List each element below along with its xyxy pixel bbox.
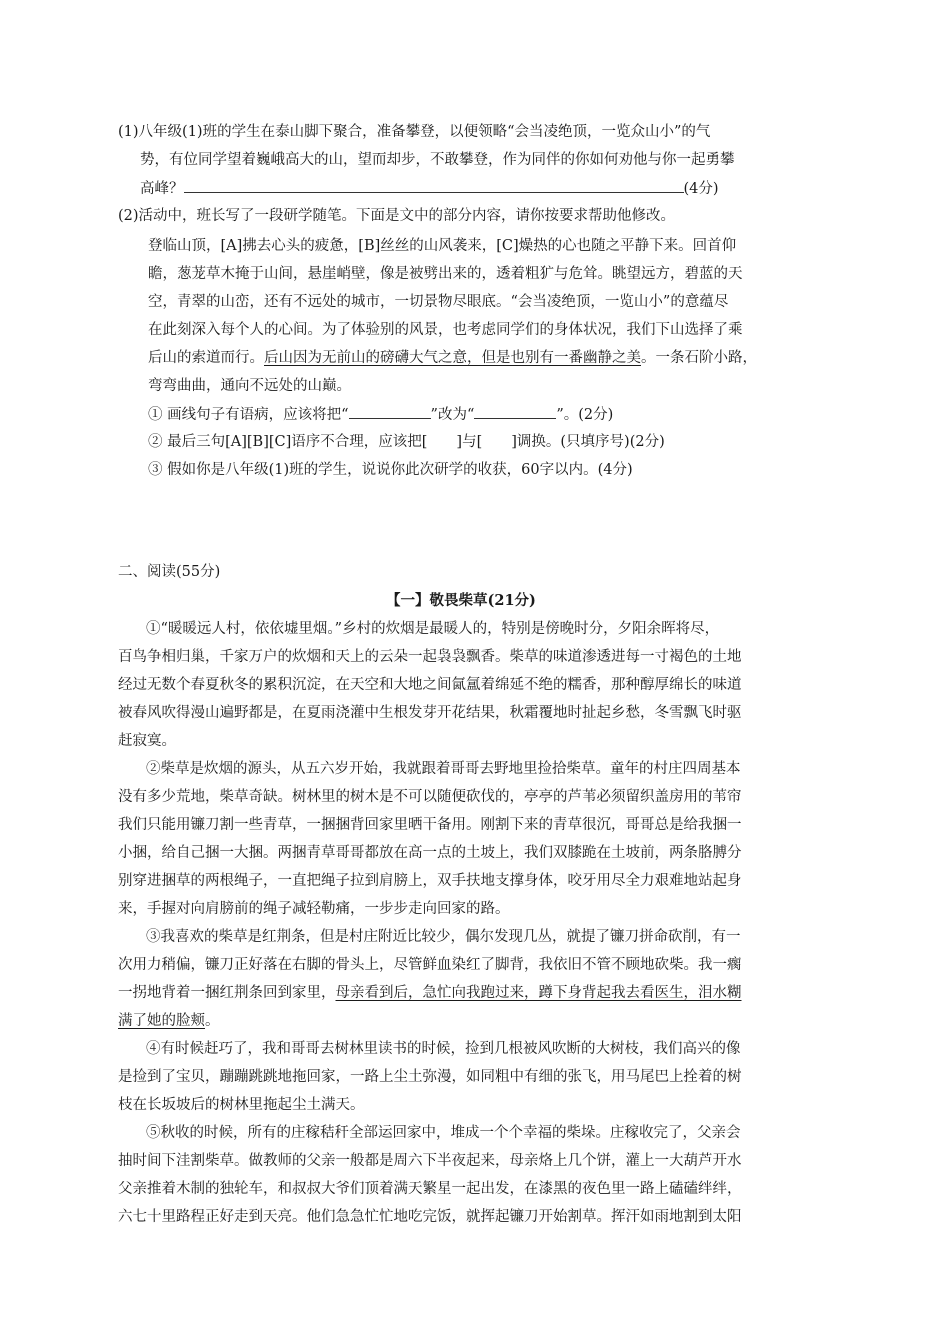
article-line-15 [118, 1011, 220, 1031]
q2-intro: (2)活动中，班长写了一段研学随笔。下面是文中的部分内容，请你按要求帮助他修改。 [118, 208, 676, 224]
article-line-22: 六七十里路程正好走到天亮。他们急急忙忙地吃完饭，就挥起镰刀开始割草。挥汗如雨地割到太阳 [118, 1209, 742, 1225]
article-line-2: 百鸟争相归巢，千家万户的炊烟和天上的云朵一起袅袅飘香。柴草的味道渗透进每一寸褐色的土地 [118, 649, 742, 665]
article-line-8: 我们只能用镰刀割一些青草，一捆捆背回家里晒干备用。刚割下来的青草很沉，哥哥总是给我捆一 [118, 817, 742, 833]
q2-passage-line-6: 弯弯曲曲，通向不远处的山巅。 [148, 378, 351, 394]
article-line-15-end: 。 [205, 1013, 220, 1029]
q2-passage-line-5-tail: 。一条石阶小路， [641, 350, 757, 366]
article-line-10: 别穿进捆草的两根绳子，一直把绳子拉到肩膀上，双手扶地支撑身体，咬牙用尽全力艰难地站起身 [118, 873, 742, 889]
q1-line-3 [140, 178, 719, 198]
article-line-19: ⑤秋收的时候，所有的庄稼秸秆全部运回家中，堆成一个个幸福的柴垛。庄稼收完了，父亲会 [146, 1125, 741, 1141]
article-line-4: 被春风吹得漫山遍野都是，在夏雨浇灌中生根发芽开花结果，秋霜覆地时扯起乡愁，冬雪飘飞时驱 [118, 705, 742, 721]
article-line-7: 没有多少荒地，柴草奇缺。树林里的树木是不可以随便砍伐的，亭亭的芦苇必须留织盖房用的苇帘 [118, 789, 742, 805]
article-line-1: ①“暖暖远人村，依依墟里烟。”乡村的炊烟是最暖人的，特别是傍晚时分，夕阳余晖将尽， [146, 621, 720, 637]
q2-passage-line-1: 登临山顶，[A]拂去心头的疲惫，[B]丝丝的山风袭来，[C]燥热的心也随之平静下来。回首仰 [148, 238, 737, 254]
section-2-heading: 二、阅读(55分) [118, 564, 221, 580]
article-line-16: ④有时候赶巧了，我和哥哥去树林里读书的时候，捡到几根被风吹断的大树枝，我们高兴的像 [146, 1041, 741, 1057]
q1-line-3-prefix: 高峰？ [140, 181, 184, 197]
q1-score: (4分) [683, 181, 719, 197]
q2-passage-line-5-plain: 后山的索道而行。 [148, 350, 264, 366]
article-line-3: 经过无数个春夏秋冬的累积沉淀，在天空和大地之间氤氲着绵延不绝的糯香，那种醇厚绵长的味道 [118, 677, 742, 693]
q2-passage-line-3: 空，青翠的山峦，还有不远处的城市，一切景物尽眼底。“会当凌绝顶，一览山小”的意蕴尽 [148, 294, 729, 310]
article-line-13: 次用力稍偏，镰刀正好落在右脚的骨头上，尽管鲜血染红了脚背，我依旧不管不顾地砍柴。我一瘸 [118, 957, 742, 973]
q1-answer-blank[interactable] [184, 178, 684, 193]
q2-sub-1-blank-1[interactable] [349, 404, 431, 419]
article-line-18: 枝在长坂坡后的树林里拖起尘土满天。 [118, 1097, 365, 1113]
q2-sub-1-blank-2[interactable] [474, 404, 556, 419]
article-line-12: ③我喜欢的柴草是红荆条，但是村庄附近比较少，偶尔发现几丛，就提了镰刀拼命砍削，有一 [146, 929, 741, 945]
q2-sub-2: ② 最后三句[A][B][C]语序不合理，应该把[ ]与[ ]调换。(只填序号)(2分) [148, 434, 665, 450]
q2-sub-1-text-b: ”改为“ [430, 407, 475, 423]
q2-sub-1-text-c: ”。(2分) [556, 407, 614, 423]
q2-passage-line-4: 在此刻深入每个人的心间。为了体验别的风景，也考虑同学们的身体状况，我们下山选择了乘 [148, 322, 743, 338]
article-line-9: 小捆，给自己捆一大捆。两捆青草哥哥都放在高一点的土坡上，我们双膝跪在土坡前，两条胳膊分 [118, 845, 742, 861]
article-underlined-3a: 母亲看到后，急忙向我跑过来，蹲下身背起我去看医生，泪水糊 [335, 985, 742, 1001]
article-line-11: 来，手握对向肩膀前的绳子减轻勒痛，一步步走向回家的路。 [118, 901, 510, 917]
article-line-14 [118, 983, 742, 1003]
q2-passage-line-5 [148, 348, 757, 368]
q2-sub-1 [148, 404, 613, 424]
q2-underlined-sentence: 后山因为无前山的磅礴大气之意，但是也别有一番幽静之美 [264, 350, 641, 366]
article-line-6: ②柴草是炊烟的源头，从五六岁开始，我就跟着哥哥去野地里捡拾柴草。童年的村庄四周基本 [146, 761, 741, 777]
article-line-21: 父亲推着木制的独轮车，和叔叔大爷们顶着满天繁星一起出发，在漆黑的夜色里一路上磕磕绊绊， [118, 1181, 742, 1197]
article-line-17: 是捡到了宝贝，蹦蹦跳跳地拖回家，一路上尘土弥漫，如同粗中有细的张飞，用马尾巴上拴着的树 [118, 1069, 742, 1085]
q2-sub-3: ③ 假如你是八年级(1)班的学生，说说你此次研学的收获，60字以内。(4分) [148, 462, 633, 478]
q1-line-2: 势，有位同学望着巍峨高大的山，望而却步，不敢攀登，作为同伴的你如何劝他与你一起勇攀 [140, 152, 735, 168]
q2-passage-line-2: 瞻，葱茏草木掩于山间，悬崖峭壁，像是被劈出来的，透着粗犷与危耸。眺望远方，碧蓝的天 [148, 266, 743, 282]
article-line-20: 抽时间下洼割柴草。做教师的父亲一般都是周六下半夜起来，母亲烙上几个饼，灌上一大葫芦开水 [118, 1153, 742, 1169]
q2-sub-1-text-a: ① 画线句子有语病，应该将把“ [148, 407, 349, 423]
article-title: 【一】敬畏柴草(21分) [386, 592, 536, 609]
q1-line-1: (1)八年级(1)班的学生在泰山脚下聚合，准备攀登，以便领略“会当凌绝顶，一览众山小”的气 [118, 124, 711, 140]
article-underlined-3b: 满了她的脸颊 [118, 1013, 205, 1029]
article-line-5: 赶寂寞。 [118, 733, 176, 749]
article-line-14-plain: 一拐地背着一捆红荆条回到家里， [118, 985, 336, 1001]
